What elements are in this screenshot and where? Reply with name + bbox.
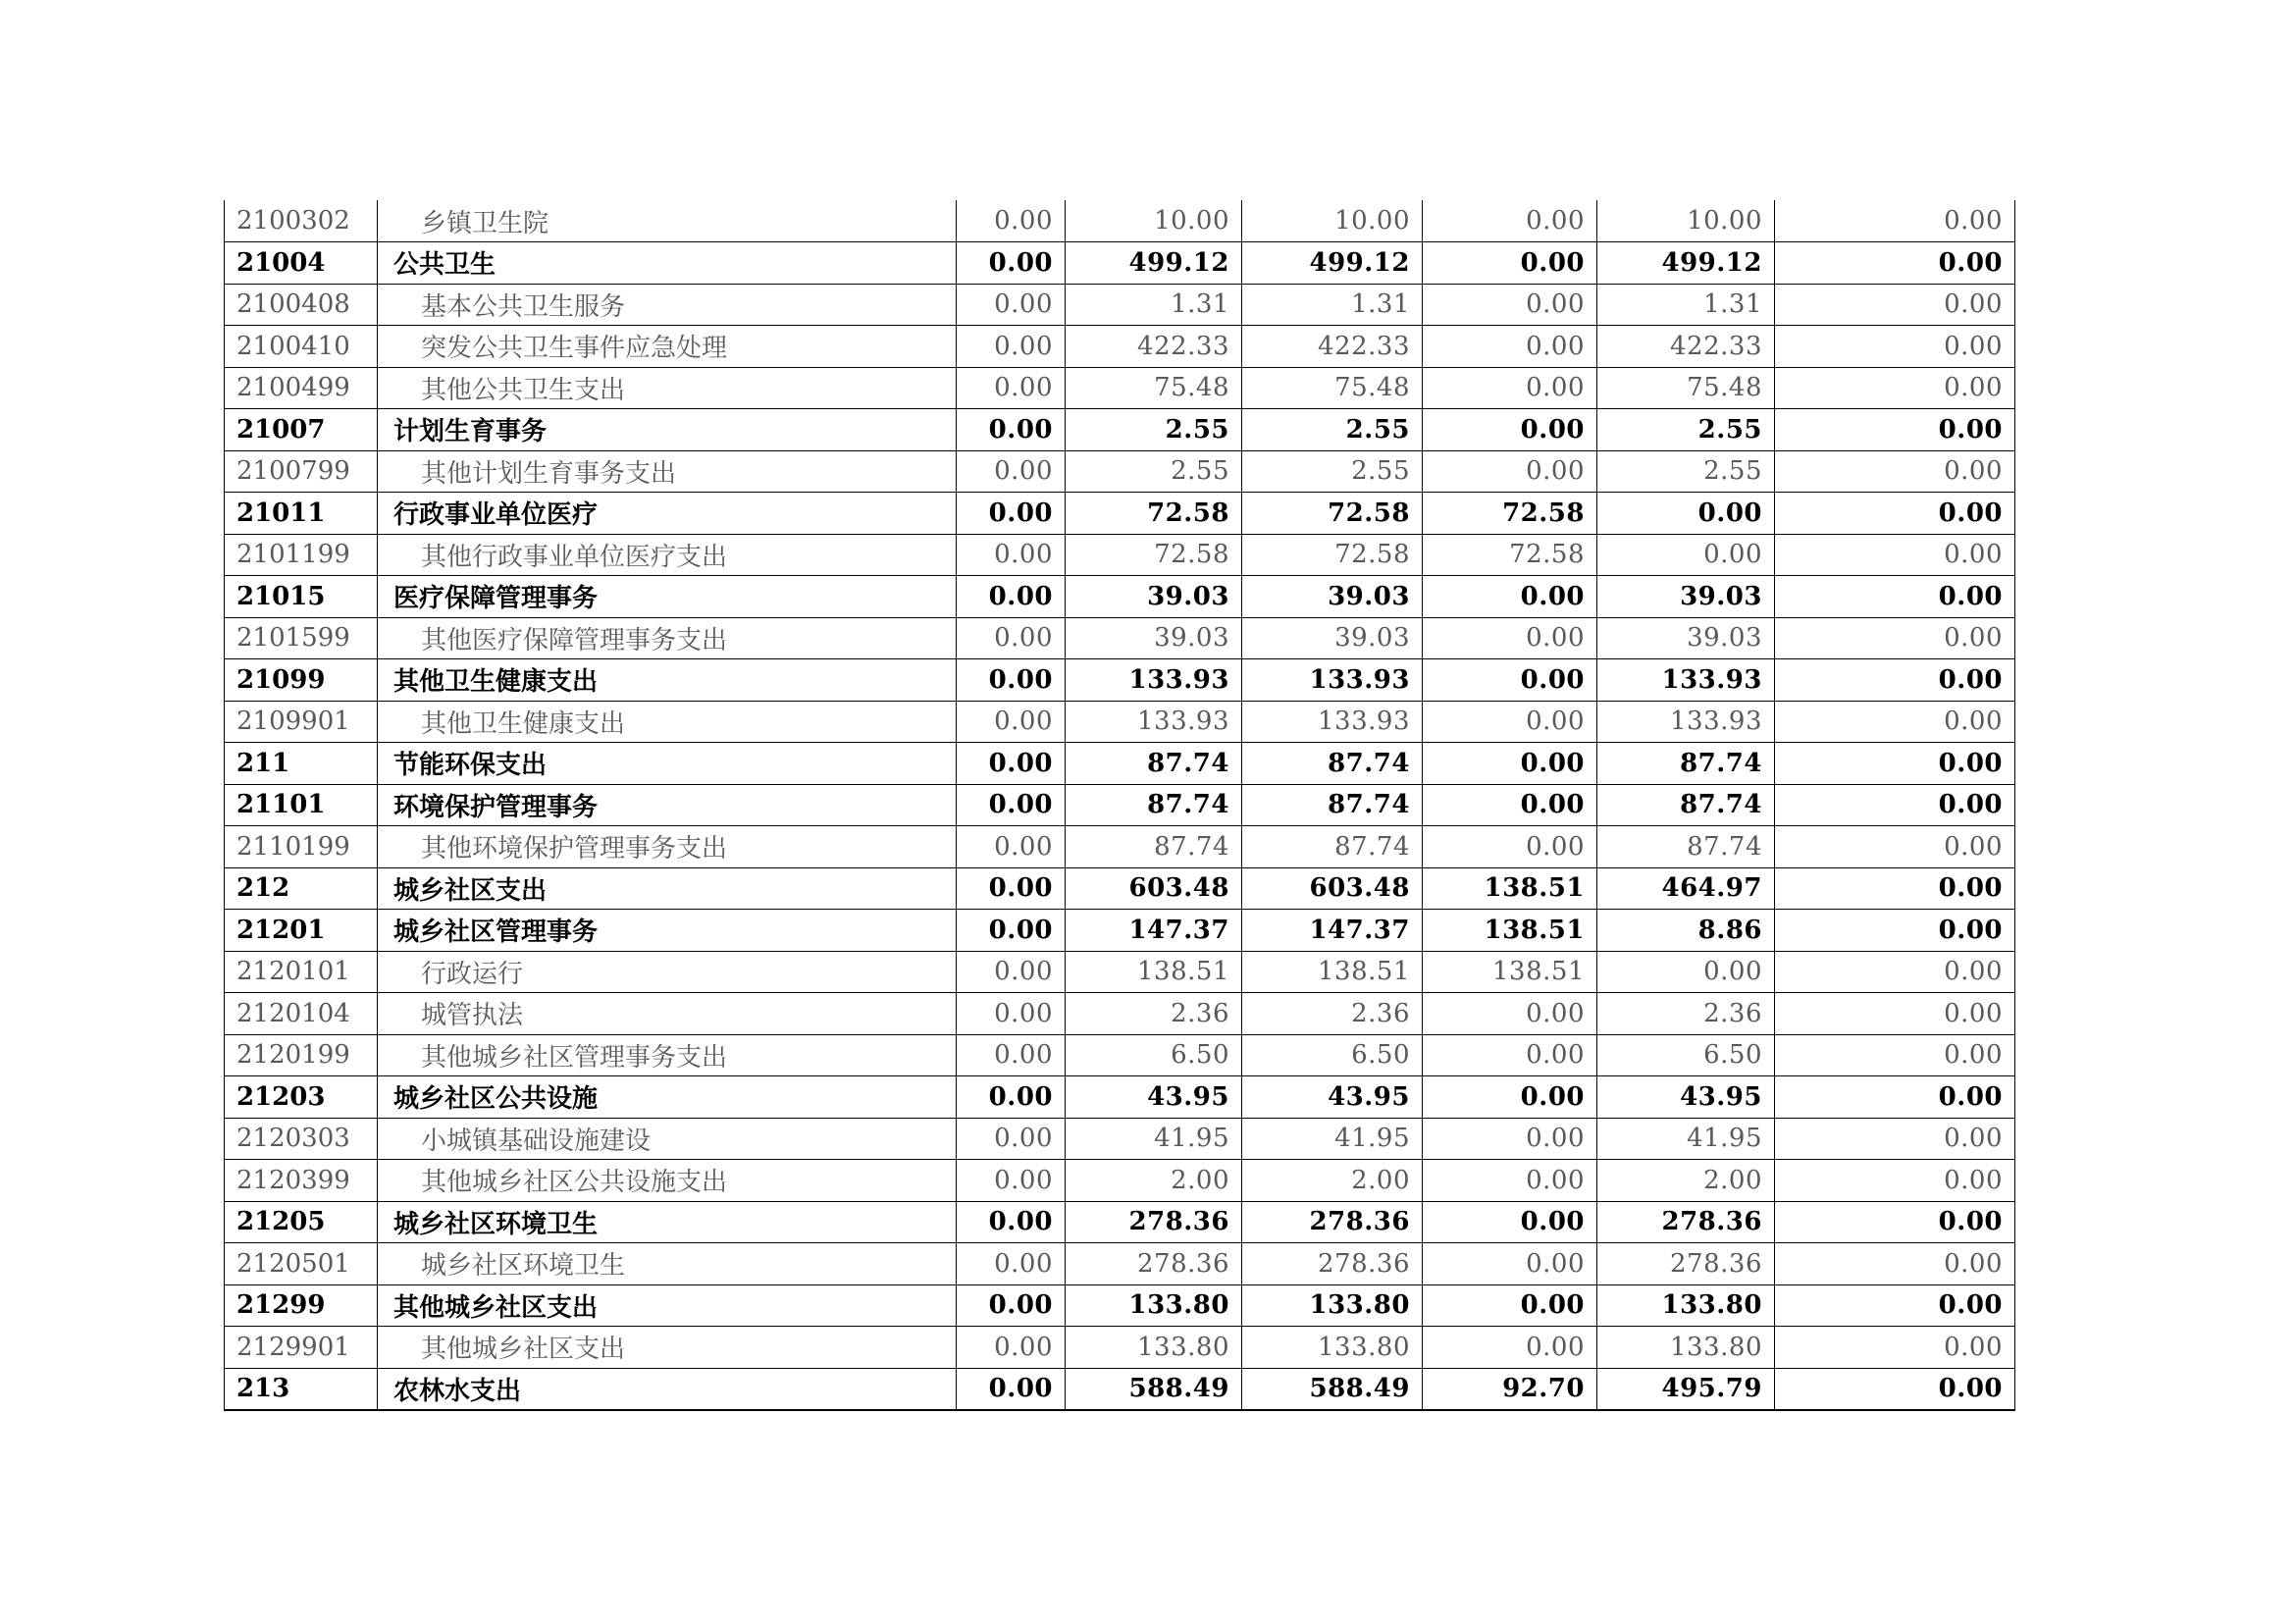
amount-cell: 147.37 (1242, 910, 1423, 952)
amount-cell: 603.48 (1242, 867, 1423, 910)
amount-cell: 422.33 (1066, 326, 1242, 368)
subject-name-cell: 环境保护管理事务 (378, 784, 957, 826)
amount-cell: 87.74 (1066, 784, 1242, 826)
table-row (225, 784, 2015, 826)
amount-cell: 0.00 (1775, 659, 2015, 702)
subject-name-cell: 行政事业单位医疗 (378, 493, 957, 535)
table-row (225, 1118, 2015, 1160)
amount-cell: 0.00 (1597, 493, 1775, 535)
amount-cell: 0.00 (957, 1284, 1066, 1327)
amount-cell: 133.93 (1066, 659, 1242, 702)
amount-cell: 0.00 (957, 1076, 1066, 1119)
amount-cell: 278.36 (1597, 1243, 1775, 1285)
subject-name-cell: 突发公共卫生事件应急处理 (378, 326, 957, 368)
amount-cell: 0.00 (957, 1034, 1066, 1076)
amount-cell: 2.55 (1066, 450, 1242, 493)
amount-cell: 6.50 (1066, 1034, 1242, 1076)
subject-name-cell: 城管执法 (378, 993, 957, 1035)
amount-cell: 0.00 (1775, 701, 2015, 743)
amount-cell: 2.36 (1242, 993, 1423, 1035)
amount-cell: 0.00 (1775, 1243, 2015, 1285)
subject-code-cell: 2120303 (225, 1118, 378, 1160)
amount-cell: 0.00 (1775, 326, 2015, 368)
subject-code-cell: 2120199 (225, 1034, 378, 1076)
amount-cell: 0.00 (1423, 993, 1597, 1035)
amount-cell: 0.00 (1775, 743, 2015, 785)
amount-cell: 0.00 (957, 910, 1066, 952)
amount-cell: 0.00 (957, 367, 1066, 409)
amount-cell: 2.00 (1066, 1160, 1242, 1202)
amount-cell: 41.95 (1242, 1118, 1423, 1160)
amount-cell: 0.00 (1423, 242, 1597, 285)
amount-cell: 0.00 (1423, 659, 1597, 702)
subject-code-cell: 2101199 (225, 534, 378, 576)
amount-cell: 133.93 (1242, 659, 1423, 702)
amount-cell: 0.00 (1423, 1160, 1597, 1202)
amount-cell: 92.70 (1423, 1368, 1597, 1410)
table-row (225, 659, 2015, 702)
amount-cell: 72.58 (1423, 493, 1597, 535)
amount-cell: 0.00 (957, 326, 1066, 368)
amount-cell: 0.00 (957, 1327, 1066, 1369)
amount-cell: 41.95 (1597, 1118, 1775, 1160)
amount-cell: 422.33 (1597, 326, 1775, 368)
amount-cell: 0.00 (1423, 367, 1597, 409)
subject-name-cell: 小城镇基础设施建设 (378, 1118, 957, 1160)
amount-cell: 39.03 (1242, 576, 1423, 618)
amount-cell: 10.00 (1242, 200, 1423, 242)
amount-cell: 133.80 (1242, 1284, 1423, 1327)
amount-cell: 87.74 (1242, 743, 1423, 785)
subject-name-cell: 计划生育事务 (378, 409, 957, 451)
amount-cell: 588.49 (1242, 1368, 1423, 1410)
amount-cell: 87.74 (1066, 826, 1242, 868)
table-row (225, 910, 2015, 952)
amount-cell: 0.00 (1775, 910, 2015, 952)
amount-cell: 0.00 (957, 993, 1066, 1035)
subject-name-cell: 乡镇卫生院 (378, 200, 957, 242)
subject-name-cell: 医疗保障管理事务 (378, 576, 957, 618)
amount-cell: 75.48 (1597, 367, 1775, 409)
amount-cell: 422.33 (1242, 326, 1423, 368)
amount-cell: 0.00 (1775, 1201, 2015, 1243)
table-row (225, 242, 2015, 285)
amount-cell: 0.00 (1423, 1034, 1597, 1076)
amount-cell: 39.03 (1066, 617, 1242, 659)
amount-cell: 0.00 (1423, 576, 1597, 618)
subject-name-cell: 行政运行 (378, 951, 957, 993)
amount-cell: 2.55 (1242, 409, 1423, 451)
amount-cell: 0.00 (1423, 1284, 1597, 1327)
subject-name-cell: 其他计划生育事务支出 (378, 450, 957, 493)
subject-code-cell: 213 (225, 1368, 378, 1410)
amount-cell: 43.95 (1066, 1076, 1242, 1119)
table-row (225, 1076, 2015, 1119)
amount-cell: 278.36 (1242, 1201, 1423, 1243)
amount-cell: 39.03 (1597, 617, 1775, 659)
amount-cell: 0.00 (1775, 409, 2015, 451)
amount-cell: 133.93 (1597, 701, 1775, 743)
amount-cell: 72.58 (1066, 534, 1242, 576)
amount-cell: 133.80 (1066, 1327, 1242, 1369)
amount-cell: 133.93 (1597, 659, 1775, 702)
amount-cell: 0.00 (957, 617, 1066, 659)
amount-cell: 6.50 (1242, 1034, 1423, 1076)
amount-cell: 0.00 (1775, 1327, 2015, 1369)
subject-name-cell: 基本公共卫生服务 (378, 284, 957, 326)
subject-code-cell: 21011 (225, 493, 378, 535)
subject-name-cell: 城乡社区环境卫生 (378, 1243, 957, 1285)
amount-cell: 0.00 (1423, 1118, 1597, 1160)
amount-cell: 0.00 (1423, 1327, 1597, 1369)
amount-cell: 0.00 (957, 242, 1066, 285)
subject-code-cell: 211 (225, 743, 378, 785)
amount-cell: 87.74 (1597, 784, 1775, 826)
table-row (225, 450, 2015, 493)
amount-cell: 2.36 (1597, 993, 1775, 1035)
amount-cell: 39.03 (1597, 576, 1775, 618)
table-row (225, 1160, 2015, 1202)
amount-cell: 0.00 (1423, 617, 1597, 659)
amount-cell: 133.80 (1597, 1327, 1775, 1369)
amount-cell: 2.55 (1242, 450, 1423, 493)
amount-cell: 0.00 (957, 951, 1066, 993)
subject-code-cell: 2100302 (225, 200, 378, 242)
amount-cell: 0.00 (1423, 450, 1597, 493)
amount-cell: 0.00 (957, 493, 1066, 535)
subject-name-cell: 其他城乡社区支出 (378, 1327, 957, 1369)
amount-cell: 0.00 (1775, 493, 2015, 535)
amount-cell: 1.31 (1597, 284, 1775, 326)
amount-cell: 138.51 (1423, 910, 1597, 952)
amount-cell: 133.93 (1066, 701, 1242, 743)
table-row (225, 409, 2015, 451)
amount-cell: 0.00 (957, 659, 1066, 702)
subject-code-cell: 2101599 (225, 617, 378, 659)
amount-cell: 0.00 (1775, 367, 2015, 409)
amount-cell: 8.86 (1597, 910, 1775, 952)
amount-cell: 0.00 (1423, 743, 1597, 785)
table-row (225, 867, 2015, 910)
amount-cell: 0.00 (1775, 993, 2015, 1035)
amount-cell: 464.97 (1597, 867, 1775, 910)
amount-cell: 2.55 (1597, 409, 1775, 451)
amount-cell: 0.00 (1775, 784, 2015, 826)
amount-cell: 0.00 (1775, 867, 2015, 910)
amount-cell: 0.00 (1775, 576, 2015, 618)
amount-cell: 0.00 (957, 1368, 1066, 1410)
subject-code-cell: 2120104 (225, 993, 378, 1035)
amount-cell: 0.00 (1775, 1118, 2015, 1160)
amount-cell: 0.00 (1423, 409, 1597, 451)
subject-code-cell: 21201 (225, 910, 378, 952)
amount-cell: 499.12 (1242, 242, 1423, 285)
subject-name-cell: 其他卫生健康支出 (378, 701, 957, 743)
amount-cell: 0.00 (1423, 1243, 1597, 1285)
amount-cell: 0.00 (957, 1160, 1066, 1202)
subject-code-cell: 2100799 (225, 450, 378, 493)
subject-name-cell: 其他医疗保障管理事务支出 (378, 617, 957, 659)
amount-cell: 72.58 (1242, 534, 1423, 576)
amount-cell: 0.00 (957, 1243, 1066, 1285)
amount-cell: 138.51 (1423, 951, 1597, 993)
amount-cell: 0.00 (1775, 951, 2015, 993)
subject-name-cell: 其他环境保护管理事务支出 (378, 826, 957, 868)
table-row (225, 367, 2015, 409)
amount-cell: 87.74 (1597, 743, 1775, 785)
amount-cell: 0.00 (1423, 1076, 1597, 1119)
table-row (225, 1034, 2015, 1076)
amount-cell: 0.00 (1597, 951, 1775, 993)
subject-name-cell: 其他城乡社区管理事务支出 (378, 1034, 957, 1076)
amount-cell: 6.50 (1597, 1034, 1775, 1076)
amount-cell: 0.00 (1775, 200, 2015, 242)
table-row (225, 826, 2015, 868)
amount-cell: 133.80 (1597, 1284, 1775, 1327)
table-row (225, 1284, 2015, 1327)
amount-cell: 72.58 (1066, 493, 1242, 535)
amount-cell: 495.79 (1597, 1368, 1775, 1410)
amount-cell: 0.00 (957, 576, 1066, 618)
amount-cell: 0.00 (1775, 1368, 2015, 1410)
amount-cell: 87.74 (1066, 743, 1242, 785)
amount-cell: 0.00 (1775, 1034, 2015, 1076)
subject-name-cell: 其他公共卫生支出 (378, 367, 957, 409)
amount-cell: 588.49 (1066, 1368, 1242, 1410)
amount-cell: 43.95 (1597, 1076, 1775, 1119)
amount-cell: 43.95 (1242, 1076, 1423, 1119)
subject-name-cell: 公共卫生 (378, 242, 957, 285)
subject-code-cell: 2109901 (225, 701, 378, 743)
table-row (225, 200, 2015, 242)
subject-code-cell: 2100408 (225, 284, 378, 326)
subject-code-cell: 2120399 (225, 1160, 378, 1202)
amount-cell: 0.00 (957, 743, 1066, 785)
amount-cell: 133.93 (1242, 701, 1423, 743)
subject-name-cell: 其他卫生健康支出 (378, 659, 957, 702)
amount-cell: 87.74 (1242, 826, 1423, 868)
subject-code-cell: 21004 (225, 242, 378, 285)
subject-name-cell: 其他城乡社区支出 (378, 1284, 957, 1327)
amount-cell: 0.00 (1423, 326, 1597, 368)
amount-cell: 0.00 (957, 784, 1066, 826)
subject-code-cell: 2100499 (225, 367, 378, 409)
amount-cell: 72.58 (1423, 534, 1597, 576)
subject-code-cell: 21203 (225, 1076, 378, 1119)
amount-cell: 87.74 (1597, 826, 1775, 868)
subject-name-cell: 城乡社区管理事务 (378, 910, 957, 952)
subject-code-cell: 21015 (225, 576, 378, 618)
amount-cell: 0.00 (957, 534, 1066, 576)
amount-cell: 0.00 (1775, 534, 2015, 576)
amount-cell: 0.00 (957, 409, 1066, 451)
amount-cell: 39.03 (1066, 576, 1242, 618)
amount-cell: 10.00 (1066, 200, 1242, 242)
table-row (225, 326, 2015, 368)
amount-cell: 147.37 (1066, 910, 1242, 952)
amount-cell: 75.48 (1066, 367, 1242, 409)
table-row (225, 534, 2015, 576)
amount-cell: 2.00 (1597, 1160, 1775, 1202)
amount-cell: 0.00 (957, 200, 1066, 242)
amount-cell: 1.31 (1242, 284, 1423, 326)
amount-cell: 0.00 (957, 450, 1066, 493)
amount-cell: 133.80 (1242, 1327, 1423, 1369)
amount-cell: 0.00 (1423, 784, 1597, 826)
table-row (225, 701, 2015, 743)
amount-cell: 0.00 (1775, 617, 2015, 659)
subject-code-cell: 21205 (225, 1201, 378, 1243)
subject-name-cell: 城乡社区环境卫生 (378, 1201, 957, 1243)
amount-cell: 2.36 (1066, 993, 1242, 1035)
subject-code-cell: 2110199 (225, 826, 378, 868)
amount-cell: 499.12 (1597, 242, 1775, 285)
subject-code-cell: 21101 (225, 784, 378, 826)
amount-cell: 10.00 (1597, 200, 1775, 242)
table-row (225, 1327, 2015, 1369)
amount-cell: 0.00 (957, 1201, 1066, 1243)
table-row (225, 743, 2015, 785)
amount-cell: 278.36 (1066, 1201, 1242, 1243)
subject-name-cell: 城乡社区公共设施 (378, 1076, 957, 1119)
table-body (225, 200, 2015, 1410)
amount-cell: 41.95 (1066, 1118, 1242, 1160)
amount-cell: 0.00 (957, 284, 1066, 326)
amount-cell: 0.00 (957, 1118, 1066, 1160)
subject-code-cell: 21007 (225, 409, 378, 451)
subject-code-cell: 21299 (225, 1284, 378, 1327)
amount-cell: 0.00 (1775, 450, 2015, 493)
subject-code-cell: 2120501 (225, 1243, 378, 1285)
table-row (225, 1243, 2015, 1285)
amount-cell: 0.00 (957, 701, 1066, 743)
amount-cell: 2.55 (1066, 409, 1242, 451)
amount-cell: 278.36 (1066, 1243, 1242, 1285)
amount-cell: 278.36 (1242, 1243, 1423, 1285)
subject-code-cell: 21099 (225, 659, 378, 702)
amount-cell: 0.00 (1775, 242, 2015, 285)
table-row (225, 1368, 2015, 1410)
subject-name-cell: 节能环保支出 (378, 743, 957, 785)
amount-cell: 0.00 (1423, 284, 1597, 326)
table-row (225, 576, 2015, 618)
subject-code-cell: 2100410 (225, 326, 378, 368)
table-row (225, 993, 2015, 1035)
amount-cell: 0.00 (957, 867, 1066, 910)
amount-cell: 133.80 (1066, 1284, 1242, 1327)
amount-cell: 0.00 (1423, 701, 1597, 743)
amount-cell: 0.00 (1423, 200, 1597, 242)
amount-cell: 499.12 (1066, 242, 1242, 285)
amount-cell: 0.00 (1775, 1284, 2015, 1327)
amount-cell: 1.31 (1066, 284, 1242, 326)
amount-cell: 0.00 (1775, 1160, 2015, 1202)
amount-cell: 138.51 (1423, 867, 1597, 910)
subject-name-cell: 农林水支出 (378, 1368, 957, 1410)
amount-cell: 2.55 (1597, 450, 1775, 493)
subject-name-cell: 其他行政事业单位医疗支出 (378, 534, 957, 576)
subject-name-cell: 城乡社区支出 (378, 867, 957, 910)
table-row (225, 493, 2015, 535)
budget-expenditure-table (224, 200, 2015, 1411)
table-row (225, 1201, 2015, 1243)
amount-cell: 278.36 (1597, 1201, 1775, 1243)
subject-code-cell: 2129901 (225, 1327, 378, 1369)
table-row (225, 951, 2015, 993)
amount-cell: 0.00 (957, 826, 1066, 868)
amount-cell: 39.03 (1242, 617, 1423, 659)
amount-cell: 0.00 (1775, 284, 2015, 326)
amount-cell: 75.48 (1242, 367, 1423, 409)
table-row (225, 617, 2015, 659)
amount-cell: 0.00 (1775, 826, 2015, 868)
table-row (225, 284, 2015, 326)
amount-cell: 0.00 (1423, 1201, 1597, 1243)
subject-code-cell: 212 (225, 867, 378, 910)
subject-name-cell: 其他城乡社区公共设施支出 (378, 1160, 957, 1202)
amount-cell: 2.00 (1242, 1160, 1423, 1202)
amount-cell: 0.00 (1775, 1076, 2015, 1119)
amount-cell: 0.00 (1423, 826, 1597, 868)
amount-cell: 138.51 (1242, 951, 1423, 993)
amount-cell: 72.58 (1242, 493, 1423, 535)
amount-cell: 138.51 (1066, 951, 1242, 993)
amount-cell: 603.48 (1066, 867, 1242, 910)
subject-code-cell: 2120101 (225, 951, 378, 993)
amount-cell: 87.74 (1242, 784, 1423, 826)
amount-cell: 0.00 (1597, 534, 1775, 576)
